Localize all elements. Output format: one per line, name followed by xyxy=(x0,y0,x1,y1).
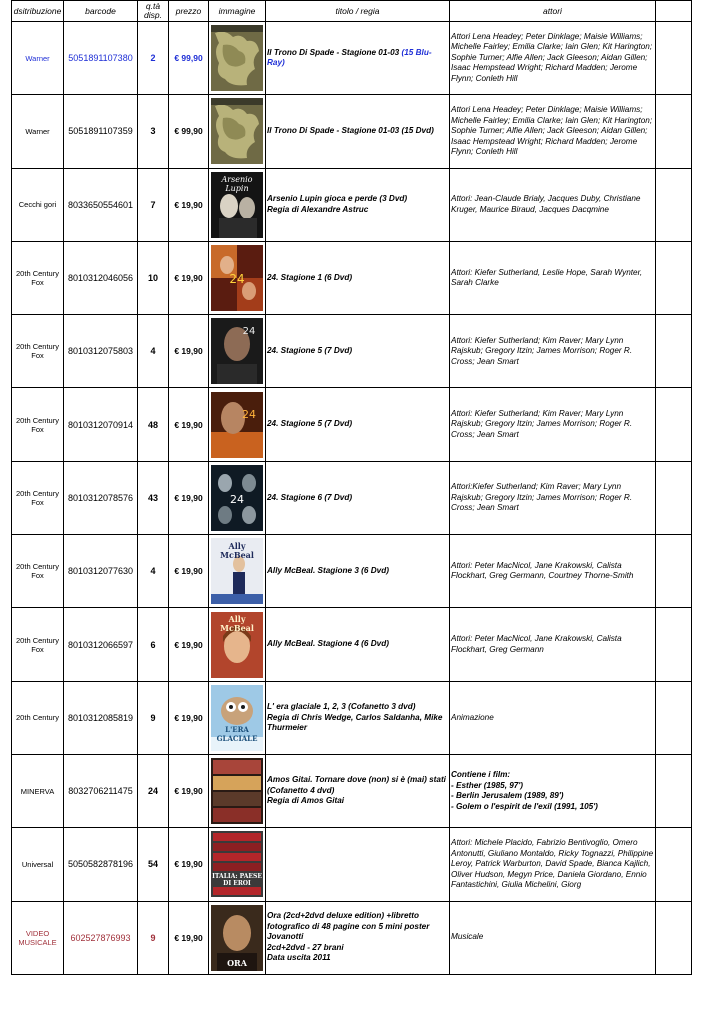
svg-text:24: 24 xyxy=(229,272,245,287)
distribuzione-cell: MINERVA xyxy=(12,754,64,827)
distribuzione-cell: 20th Century Fox xyxy=(12,461,64,534)
24-season-1-cover-image xyxy=(211,245,263,311)
prezzo-cell: € 19,90 xyxy=(169,461,209,534)
empty-cell xyxy=(656,828,692,901)
attori-cell: Attori: Jean-Claude Brialy, Jacques Duby, Christiane Kruger, Maurice Biraud, Jacques Dacqmine xyxy=(450,168,656,241)
empty-cell xyxy=(656,168,692,241)
titolo-format-text: (15 Blu-Ray) xyxy=(267,47,432,68)
qta-cell: 9 xyxy=(138,901,169,974)
barcode-cell: 8010312046056 xyxy=(64,241,138,314)
empty-cell xyxy=(656,535,692,608)
attori-cell: Attori: Michele Placido, Fabrizio Bentivoglio, Omero Antonutti, Giuliano Montaldo, Ricky Tognazzi, Philippine Leroy, Patrick Warburton, David Spade, Bianca Kajlich, Oliver Hudson, Megyn Price, Daniela Giordano, Ennio Fantastichini, Giulia Michelini, Giorg xyxy=(450,828,656,901)
table-row xyxy=(12,608,692,681)
ice-age-cover-image xyxy=(211,685,263,751)
titolo-line: 2cd+2dvd - 27 brani xyxy=(267,942,344,952)
qta-cell: 10 xyxy=(138,241,169,314)
attori-cell: Attori: Peter MacNicol, Jane Krakowski, Calista Flockhart, Greg Germann, Courtney Thorne-Smith xyxy=(450,535,656,608)
qta-cell: 3 xyxy=(138,95,169,168)
barcode-cell: 8010312077630 xyxy=(64,535,138,608)
prezzo-cell: € 19,90 xyxy=(169,535,209,608)
game-of-thrones-cover-image xyxy=(211,98,263,164)
empty-cell xyxy=(656,681,692,754)
qta-cell: 4 xyxy=(138,315,169,388)
attori-line: - Berlin Jerusalem (1989, 89') xyxy=(451,791,564,801)
header-row xyxy=(12,1,692,22)
header-immagine: immagine xyxy=(209,1,266,22)
attori-cell: Attori:Kiefer Sutherland; Kim Raver; Mary Lynn Rajskub; Gregory Itzin; James Morrison; Roger R. Cross; Jean Smart xyxy=(450,461,656,534)
ally-mcbeal-3-cover-image xyxy=(211,538,263,604)
titolo-cell: Ally McBeal. Stagione 4 (6 Dvd) xyxy=(266,608,450,681)
qta-cell: 54 xyxy=(138,828,169,901)
distribuzione-cell: 20th Century Fox xyxy=(12,388,64,461)
cover-title: Arsenio Lupin xyxy=(221,174,253,193)
titolo-cell: 24. Stagione 1 (6 Dvd) xyxy=(266,241,450,314)
svg-text:24: 24 xyxy=(242,326,256,338)
distribuzione-cell: 20th Century Fox xyxy=(12,608,64,681)
distribuzione-cell: 20th Century Fox xyxy=(12,535,64,608)
barcode-cell: 5050582878196 xyxy=(64,828,138,901)
distribuzione-cell: VIDEO MUSICALE xyxy=(12,901,64,974)
cover-title: Ally McBeal xyxy=(220,613,254,633)
cover-title: ORA xyxy=(227,957,247,968)
table-row xyxy=(12,388,692,461)
24-season-5-cover-image xyxy=(211,318,263,384)
prezzo-cell: € 19,90 xyxy=(169,168,209,241)
italia-paese-di-eroi-cover-image xyxy=(211,831,263,897)
titolo-cell: Il Trono Di Spade - Stagione 01-03 (15 Dvd) xyxy=(266,95,450,168)
prezzo-cell: € 19,90 xyxy=(169,754,209,827)
barcode-cell: 8032706211475 xyxy=(64,754,138,827)
prezzo-cell: € 99,90 xyxy=(169,22,209,95)
attori-cell: Animazione xyxy=(450,681,656,754)
distribuzione-cell: Warner xyxy=(12,22,64,95)
ally-mcbeal-4-cover-image xyxy=(211,612,263,678)
table-row xyxy=(12,315,692,388)
titolo-cell: 24. Stagione 6 (7 Dvd) xyxy=(266,461,450,534)
qta-cell: 43 xyxy=(138,461,169,534)
titolo-line: Data uscita 2011 xyxy=(267,953,331,963)
titolo-text: Il Trono Di Spade - Stagione 01-03 xyxy=(267,47,400,57)
prezzo-cell: € 19,90 xyxy=(169,315,209,388)
attori-cell: Attori: Peter MacNicol, Jane Krakowski, Calista Flockhart, Greg Germann xyxy=(450,608,656,681)
svg-text:24: 24 xyxy=(242,407,256,421)
cover-title: L'ERA GLACIALE xyxy=(216,724,258,743)
barcode-cell: 8033650554601 xyxy=(64,168,138,241)
table-row xyxy=(12,681,692,754)
barcode-cell: 8010312085819 xyxy=(64,681,138,754)
table-row xyxy=(12,461,692,534)
prezzo-cell: € 19,90 xyxy=(169,241,209,314)
qta-cell: 9 xyxy=(138,681,169,754)
attori-line: - Golem o l'espirit de l'exil (1991, 105') xyxy=(451,801,598,811)
cover-title: Ally McBeal xyxy=(220,541,254,561)
prezzo-cell: € 19,90 xyxy=(169,901,209,974)
empty-cell xyxy=(656,754,692,827)
qta-cell: 2 xyxy=(138,22,169,95)
prezzo-cell: € 19,90 xyxy=(169,608,209,681)
qta-cell: 48 xyxy=(138,388,169,461)
qta-cell: 24 xyxy=(138,754,169,827)
table-row xyxy=(12,754,692,827)
empty-cell xyxy=(656,608,692,681)
regia-text: Regia di Amos Gitai xyxy=(267,796,345,806)
titolo-cell xyxy=(266,828,450,901)
table-row xyxy=(12,22,692,95)
attori-cell: Attori: Kiefer Sutherland; Kim Raver; Mary Lynn Rajskub; Gregory Itzin; James Morrison; Roger R. Cross; Jean Smart xyxy=(450,388,656,461)
titolo-text: Arsenio Lupin gioca e perde (3 Dvd) xyxy=(267,194,408,204)
24-season-5-cover-image xyxy=(211,392,263,458)
barcode-cell: 8010312075803 xyxy=(64,315,138,388)
svg-text:24: 24 xyxy=(230,492,244,506)
table-row xyxy=(12,241,692,314)
attori-cell: Musicale xyxy=(450,901,656,974)
titolo-cell: 24. Stagione 5 (7 Dvd) xyxy=(266,315,450,388)
table-row xyxy=(12,828,692,901)
distribuzione-cell: Warner xyxy=(12,95,64,168)
titolo-line: Jovanotti xyxy=(267,932,304,942)
qta-cell: 6 xyxy=(138,608,169,681)
distribuzione-cell: Universal xyxy=(12,828,64,901)
header-distribuzione: dsitribuzione xyxy=(12,1,64,22)
empty-cell xyxy=(656,315,692,388)
qta-cell: 7 xyxy=(138,168,169,241)
attori-line: - Esther (1985, 97') xyxy=(451,780,524,790)
header-empty xyxy=(656,1,692,22)
24-season-6-cover-image xyxy=(211,465,263,531)
barcode-cell: 5051891107359 xyxy=(64,95,138,168)
header-attori: attori xyxy=(450,1,656,22)
attori-cell: Attori: Kiefer Sutherland; Kim Raver; Mary Lynn Rajskub; Gregory Itzin; James Morrison; Roger R. Cross; Jean Smart xyxy=(450,315,656,388)
distribuzione-cell: 20th Century xyxy=(12,681,64,754)
regia-text: Regia di Alexandre Astruc xyxy=(267,204,369,214)
titolo-cell: Ally McBeal. Stagione 3 (6 Dvd) xyxy=(266,535,450,608)
empty-cell xyxy=(656,241,692,314)
table-row xyxy=(12,535,692,608)
arsenio-lupin-cover-image xyxy=(211,172,263,238)
catalog-table xyxy=(11,0,692,975)
distribuzione-cell: Cecchi gori xyxy=(12,168,64,241)
amos-gitai-cover-image xyxy=(211,758,263,824)
titolo-text: L' era glaciale 1, 2, 3 (Cofanetto 3 dvd) xyxy=(267,702,416,712)
barcode-cell: 8010312078576 xyxy=(64,461,138,534)
attori-cell: Attori: Kiefer Sutherland, Leslie Hope, Sarah Wynter, Sarah Clarke xyxy=(450,241,656,314)
attori-cell: Attori Lena Headey; Peter Dinklage; Maisie Williams; Michelle Fairley; Emilia Clarke; Iain Glen; Kit Harington; Sophie Turner; Alfie Allen; Jack Gleeson; Aidan Gillen; Isaac Hempstead Wright; Richard Madden; Jerome Flynn; Conleth Hill xyxy=(450,22,656,95)
titolo-cell: 24. Stagione 5 (7 Dvd) xyxy=(266,388,450,461)
qta-cell: 4 xyxy=(138,535,169,608)
table-row xyxy=(12,168,692,241)
empty-cell xyxy=(656,388,692,461)
titolo-line: Ora (2cd+2dvd deluxe edition) +libretto fotografico di 48 pagine con 5 mini poster xyxy=(267,911,430,931)
prezzo-cell: € 19,90 xyxy=(169,828,209,901)
prezzo-cell: € 19,90 xyxy=(169,681,209,754)
barcode-cell: 5051891107380 xyxy=(64,22,138,95)
titolo-text: Amos Gitai. Tornare dove (non) si è (mai) stati (Cofanetto 4 dvd) xyxy=(267,775,446,795)
game-of-thrones-cover-image xyxy=(211,25,263,91)
attori-line: Contiene i film: xyxy=(451,770,511,780)
header-prezzo: prezzo xyxy=(169,1,209,22)
table-row xyxy=(12,95,692,168)
attori-cell: Attori Lena Headey; Peter Dinklage; Maisie Williams; Michelle Fairley; Emilia Clarke; Iain Glen; Kit Harington; Sophie Turner; Alfie Allen; Jack Gleeson; Aidan Gillen; Isaac Hempstead Wright; Richard Madden; Jerome Flynn; Conleth Hill xyxy=(450,95,656,168)
prezzo-cell: € 19,90 xyxy=(169,388,209,461)
empty-cell xyxy=(656,461,692,534)
distribuzione-cell: 20th Century Fox xyxy=(12,315,64,388)
barcode-cell: 602527876993 xyxy=(64,901,138,974)
header-titolo: titolo / regia xyxy=(266,1,450,22)
header-qta: q.tà disp. xyxy=(138,1,169,22)
table-row xyxy=(12,901,692,974)
empty-cell xyxy=(656,901,692,974)
prezzo-cell: € 99,90 xyxy=(169,95,209,168)
regia-text: Regia di Chris Wedge, Carlos Saldanha, Mike Thurmeier xyxy=(267,712,443,733)
empty-cell xyxy=(656,95,692,168)
barcode-cell: 8010312066597 xyxy=(64,608,138,681)
cover-title: ITALIA: PAESE DI EROI xyxy=(212,873,262,888)
jovanotti-ora-cover-image xyxy=(211,905,263,971)
header-barcode: barcode xyxy=(64,1,138,22)
barcode-cell: 8010312070914 xyxy=(64,388,138,461)
empty-cell xyxy=(656,22,692,95)
distribuzione-cell: 20th Century Fox xyxy=(12,241,64,314)
